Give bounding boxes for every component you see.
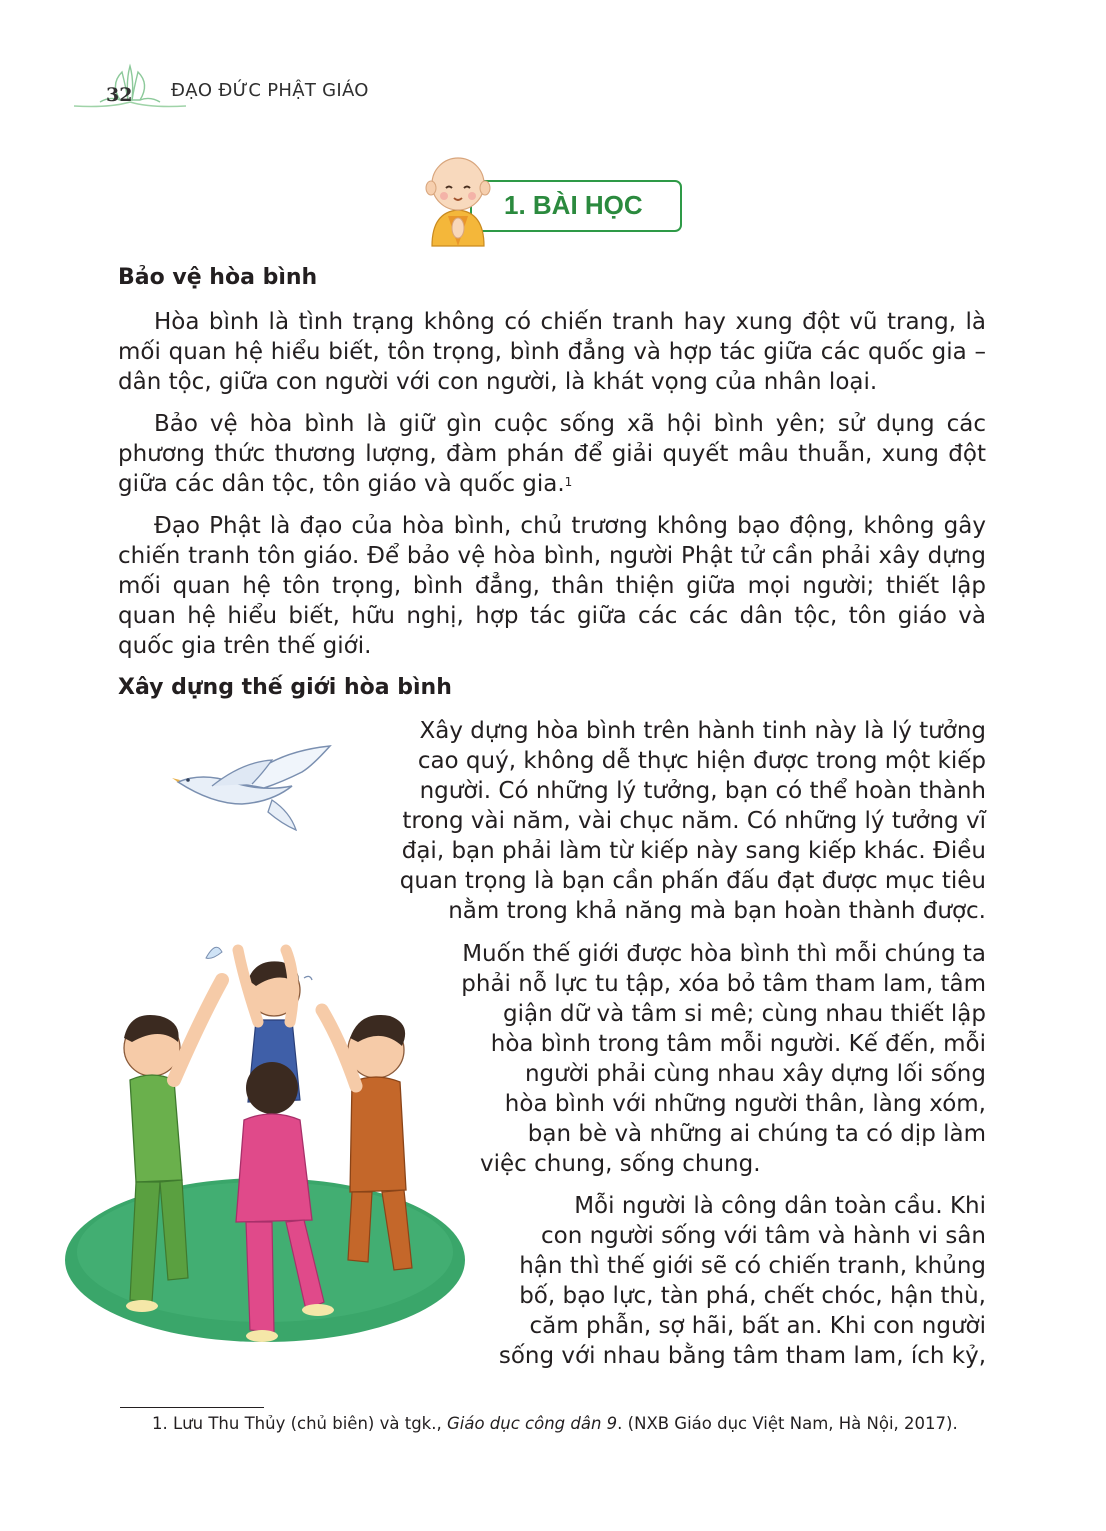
text-line: bạn bè và những ai chúng ta có dịp làm	[527, 1121, 986, 1147]
footnote-prefix: 1. Lưu Thu Thủy (chủ biên) và tgk.,	[152, 1414, 447, 1433]
lesson-badge	[418, 150, 688, 250]
text-line: con người sống với tâm và hành vi sân	[540, 1223, 986, 1249]
footnote-book-title: Giáo dục công dân 9	[446, 1414, 618, 1433]
text-line: hòa bình trong tâm mỗi người. Kế đến, mỗi	[490, 1031, 986, 1057]
section-heading-build-peaceful-world: Xây dựng thế giới hòa bình	[118, 675, 452, 700]
footnote-reference: 1	[564, 475, 573, 489]
text-line: sống với nhau bằng tâm tham lam, ích kỷ,	[498, 1343, 986, 1369]
text-line: người phải cùng nhau xây dựng lối sống	[524, 1061, 986, 1087]
text-line: quan trọng là bạn cần phấn đấu đạt được mục tiêu	[399, 868, 986, 894]
text-line: trong vài năm, vài chục năm. Có những lý tưởng vĩ	[402, 808, 986, 834]
footnote-divider	[120, 1407, 264, 1408]
text-line: việc chung, sống chung.	[480, 1151, 761, 1177]
text-line: căm phẫn, sợ hãi, bất an. Khi con người	[529, 1313, 986, 1339]
text-line: bố, bạo lực, tàn phá, chết chóc, hận thù,	[519, 1283, 986, 1309]
text-line: nằm trong khả năng mà bạn hoàn thành được.	[448, 898, 986, 924]
children-playing-illustration	[60, 930, 470, 1370]
paragraph-protect-peace-text: Bảo vệ hòa bình là giữ gìn cuộc sống xã hội bình yên; sử dụng các phương thức thương lượng, đàm phán để giải quyết mâu thuẫn, xung đột giữa các dân tộc, tôn giáo và quốc gia.	[118, 411, 986, 497]
book-title: ĐẠO ĐỨC PHẬT GIÁO	[171, 80, 369, 101]
page-number: 32	[106, 84, 133, 106]
paragraph-buddhism-peace: Đạo Phật là đạo của hòa bình, chủ trương không bạo động, không gây chiến tranh tôn giáo. Để bảo vệ hòa bình, người Phật tử cần phải xây dựng mối quan hệ tôn trọng, bình đẳng, thân thiện giữa mọi người; thiết lập quan hệ hiểu biết, hữu nghị, hợp tác giữa các các dân tộc, tôn giáo và quốc gia trên thế giới.	[118, 513, 986, 659]
text-line: Xây dựng hòa bình trên hành tinh này là lý tưởng	[419, 718, 986, 744]
text-line: Mỗi người là công dân toàn cầu. Khi	[574, 1193, 986, 1219]
lesson-badge-label: 1. BÀI HỌC	[504, 190, 643, 220]
text-line: đại, bạn phải làm từ kiếp này sang kiếp khác. Điều	[401, 838, 986, 864]
text-line: Muốn thế giới được hòa bình thì mỗi chúng ta	[462, 941, 986, 967]
paragraph-protect-peace	[118, 409, 986, 499]
text-line: giận dữ và tâm si mê; cùng nhau thiết lập	[503, 1001, 986, 1027]
little-monk-icon	[418, 150, 498, 250]
text-line: người. Có những lý tưởng, bạn có thể hoàn thành	[419, 778, 986, 804]
footnote-suffix: . (NXB Giáo dục Việt Nam, Hà Nội, 2017).	[617, 1414, 958, 1433]
page-header	[70, 62, 490, 114]
paragraph-peace-definition: Hòa bình là tình trạng không có chiến tranh hay xung đột vũ trang, là mối quan hệ hiểu biết, tôn trọng, bình đẳng và hợp tác giữa các quốc gia – dân tộc, giữa con người với con người, là khát vọng của nhân loại.	[118, 309, 986, 395]
text-line: hòa bình với những người thân, làng xóm,	[504, 1091, 986, 1117]
text-line: cao quý, không dễ thực hiện được trong một kiếp	[417, 748, 986, 774]
text-line: phải nỗ lực tu tập, xóa bỏ tâm tham lam, tâm	[461, 971, 986, 997]
dove-illustration	[172, 742, 336, 834]
section-heading-protect-peace: Bảo vệ hòa bình	[118, 265, 318, 290]
text-line: hận thì thế giới sẽ có chiến tranh, khủng	[519, 1253, 986, 1279]
footnote	[152, 1414, 958, 1433]
